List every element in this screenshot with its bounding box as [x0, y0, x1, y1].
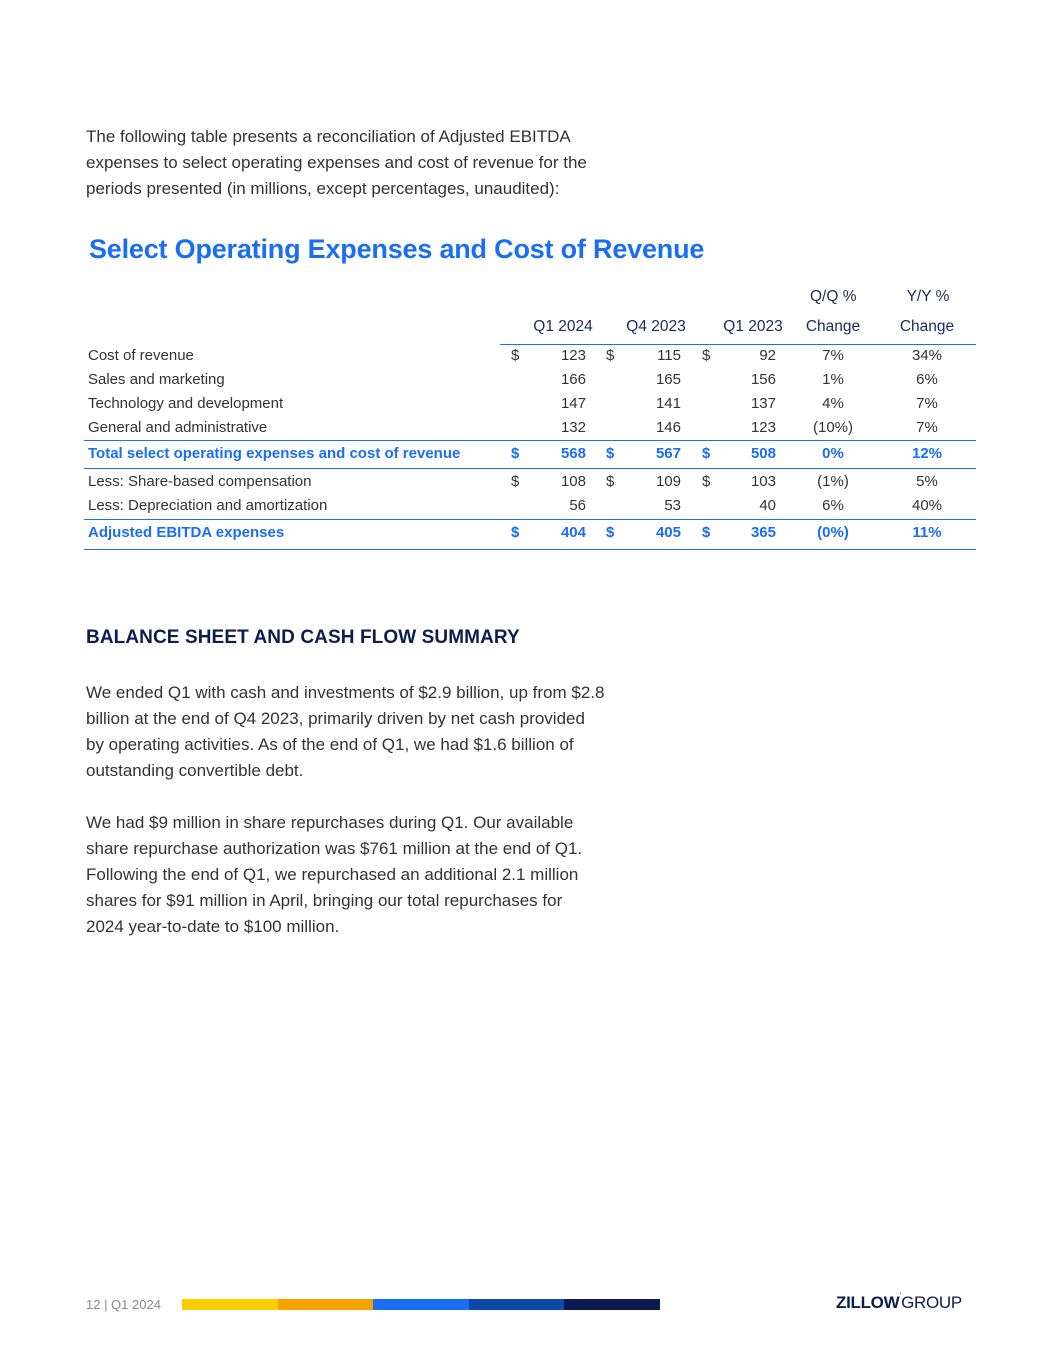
color-bar-segment	[373, 1299, 469, 1310]
paragraph-line: 2024 year-to-date to $100 million.	[86, 917, 340, 936]
paragraph-line: billion at the end of Q4 2023, primarily driven by net cash provided	[86, 709, 585, 728]
row-label: Adjusted EBITDA expenses	[88, 524, 285, 541]
paragraph-line: outstanding convertible debt.	[86, 761, 304, 780]
value-yy-change: 6%	[916, 371, 938, 388]
table-title: Select Operating Expenses and Cost of Revenue	[89, 234, 705, 264]
row-label: General and administrative	[88, 419, 268, 436]
value-yy-change: 11%	[912, 524, 942, 541]
value-q1-2024: 56	[569, 497, 586, 514]
value-qq-change: 0%	[822, 445, 844, 462]
value-qq-change: 4%	[822, 395, 844, 412]
value-q1-2024: 166	[560, 371, 586, 388]
paragraph-line: shares for $91 million in April, bringing our total repurchases for	[86, 891, 563, 910]
logo-mark-icon: ’	[899, 1291, 902, 1301]
intro-line: periods presented (in millions, except percentages, unaudited):	[86, 179, 560, 198]
dollar-sign: $	[511, 445, 520, 462]
value-q4-2023: 567	[655, 445, 681, 462]
value-q1-2023: 365	[750, 524, 776, 541]
value-qq-change: (10%)	[812, 419, 853, 436]
color-bar-segment	[278, 1299, 374, 1310]
table-bottom-rule	[84, 549, 976, 550]
value-q4-2023: 165	[655, 371, 681, 388]
value-yy-change: 5%	[916, 473, 938, 490]
intro-line: expenses to select operating expenses and cost of revenue for the	[86, 153, 587, 172]
row-rule	[84, 440, 976, 441]
dollar-sign: $	[511, 473, 520, 490]
value-q4-2023: 146	[655, 419, 681, 436]
footer-page-label: 12 | Q1 2024	[86, 1297, 161, 1312]
row-label: Sales and marketing	[88, 371, 225, 388]
header-q1-2023: Q1 2023	[723, 318, 783, 335]
header-qq-bottom: Change	[805, 318, 861, 335]
color-bar-segment	[182, 1299, 278, 1310]
value-q4-2023: 405	[655, 524, 681, 541]
repurchase-paragraph	[86, 810, 676, 940]
value-qq-change: (0%)	[817, 524, 849, 541]
table-row	[84, 494, 976, 518]
cash-paragraph	[86, 680, 676, 784]
value-q1-2024: 568	[560, 445, 586, 462]
value-q1-2024: 123	[560, 347, 586, 364]
table-row	[84, 416, 976, 440]
header-q1-2024: Q1 2024	[533, 318, 593, 335]
table-row	[84, 470, 976, 494]
dollar-sign: $	[606, 473, 615, 490]
value-yy-change: 12%	[911, 445, 943, 462]
table-row	[84, 392, 976, 416]
value-q4-2023: 53	[664, 497, 681, 514]
row-label: Less: Share-based compensation	[88, 473, 312, 490]
value-yy-change: 34%	[911, 347, 943, 364]
value-q4-2023: 141	[655, 395, 681, 412]
paragraph-line: share repurchase authorization was $761 million at the end of Q1.	[86, 839, 583, 858]
value-q1-2024: 132	[560, 419, 586, 436]
row-label: Technology and development	[88, 395, 284, 412]
paragraph-line: We ended Q1 with cash and investments of $2.9 billion, up from $2.8	[86, 683, 605, 702]
value-q1-2024: 108	[560, 473, 586, 490]
value-q1-2024: 147	[560, 395, 586, 412]
dollar-sign: $	[511, 524, 520, 541]
value-q4-2023: 109	[655, 473, 681, 490]
color-bar-segment	[564, 1299, 660, 1310]
value-q1-2023: 92	[759, 347, 776, 364]
table-row-total	[84, 442, 976, 466]
zillow-group-logo	[836, 1293, 962, 1313]
row-label: Total select operating expenses and cost of revenue	[88, 445, 461, 462]
value-q1-2023: 137	[750, 395, 776, 412]
value-yy-change: 7%	[916, 419, 938, 436]
header-yy-bottom: Change	[899, 318, 955, 335]
row-rule	[84, 519, 976, 520]
paragraph-line: by operating activities. As of the end of Q1, we had $1.6 billion of	[86, 735, 574, 754]
header-qq-top: Q/Q %	[810, 288, 857, 305]
value-qq-change: 1%	[822, 371, 844, 388]
value-q1-2023: 103	[750, 473, 776, 490]
value-yy-change: 40%	[911, 497, 943, 514]
dollar-sign: $	[606, 524, 615, 541]
value-q1-2023: 123	[750, 419, 776, 436]
row-label: Less: Depreciation and amortization	[88, 497, 328, 514]
paragraph-line: Following the end of Q1, we repurchased an additional 2.1 million	[86, 865, 579, 884]
value-q1-2023: 156	[750, 371, 776, 388]
color-bar-segment	[469, 1299, 565, 1310]
intro-paragraph	[86, 124, 676, 202]
dollar-sign: $	[702, 473, 711, 490]
dollar-sign: $	[702, 347, 711, 364]
logo-light-text: GROUP	[901, 1293, 962, 1312]
value-qq-change: 6%	[822, 497, 844, 514]
value-yy-change: 7%	[916, 395, 938, 412]
value-q1-2023: 508	[750, 445, 776, 462]
header-q4-2023: Q4 2023	[626, 318, 686, 335]
paragraph-line: We had $9 million in share repurchases during Q1. Our available	[86, 813, 574, 832]
intro-line: The following table presents a reconciliation of Adjusted EBITDA	[86, 127, 571, 146]
dollar-sign: $	[606, 445, 615, 462]
dollar-sign: $	[511, 347, 520, 364]
value-qq-change: 7%	[822, 347, 844, 364]
value-q4-2023: 115	[657, 347, 681, 364]
value-q1-2023: 40	[759, 497, 776, 514]
value-q1-2024: 404	[560, 524, 586, 541]
dollar-sign: $	[702, 524, 711, 541]
section-heading: BALANCE SHEET AND CASH FLOW SUMMARY	[86, 627, 520, 648]
row-rule	[84, 468, 976, 469]
value-qq-change: (1%)	[817, 473, 849, 490]
table-row-adjusted	[84, 521, 976, 545]
header-yy-top: Y/Y %	[906, 288, 950, 305]
dollar-sign: $	[606, 347, 615, 364]
logo-bold-text: ZILLOW	[836, 1293, 900, 1312]
footer-color-bar	[182, 1299, 660, 1310]
table-row	[84, 368, 976, 392]
table-row	[84, 344, 976, 368]
dollar-sign: $	[702, 445, 711, 462]
row-label: Cost of revenue	[88, 347, 194, 364]
